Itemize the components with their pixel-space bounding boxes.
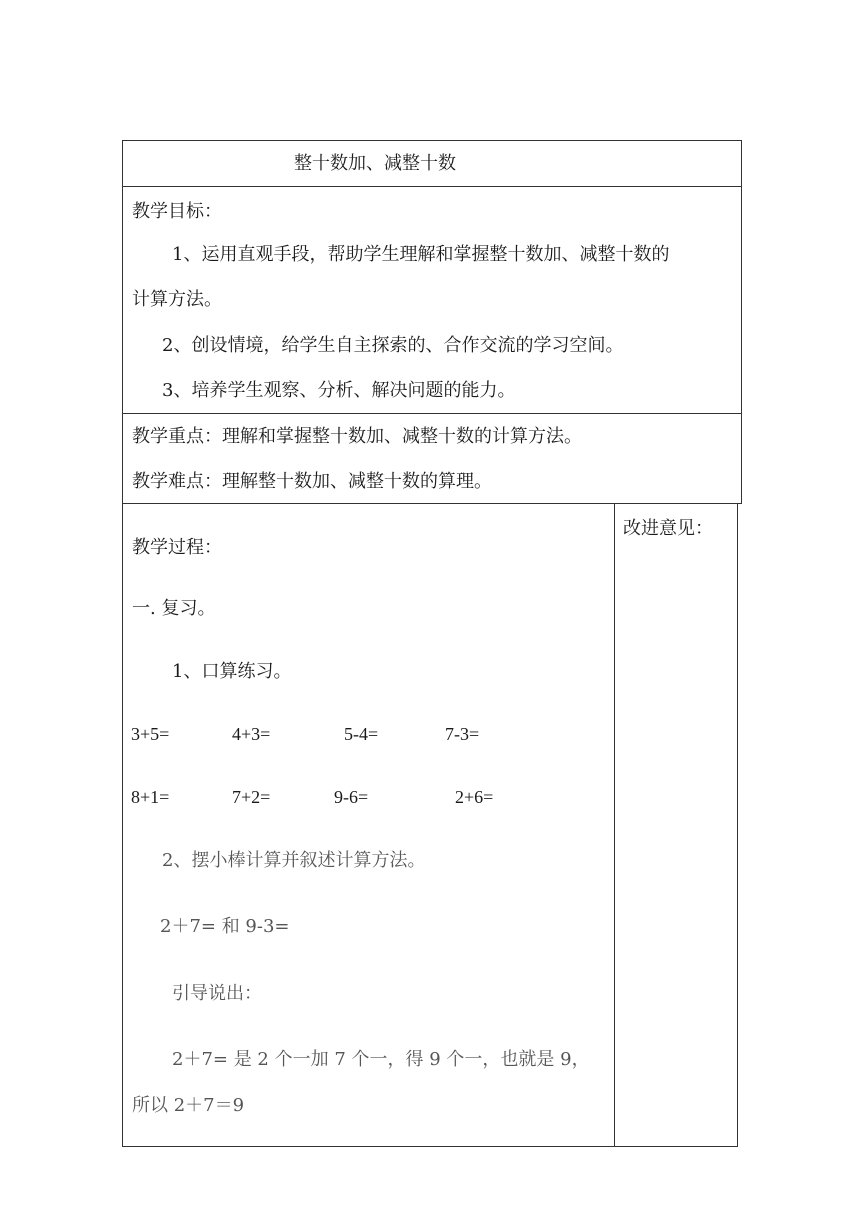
- goal-3: 3、培养学生观察、分析、解决问题的能力。: [162, 380, 516, 401]
- goal-2: 2、创设情境，给学生自主探索的、合作交流的学习空间。: [162, 335, 624, 356]
- explanation-line-1: 2＋7= 是 2 个一加 7 个一，得 9 个一，也就是 9，: [172, 1049, 590, 1070]
- subsection-oral-calc: 1、口算练习。: [172, 661, 292, 682]
- guide-label: 引导说出：: [172, 983, 262, 1004]
- goal-1-line-2: 计算方法。: [132, 289, 222, 310]
- problem: 9-6=: [334, 787, 369, 807]
- notes-heading: 改进意见：: [623, 518, 713, 539]
- problem: 8+1=: [131, 787, 170, 807]
- page-title: 整十数加、减整十数: [294, 153, 456, 174]
- problem: 7+2=: [232, 787, 271, 807]
- problem: 4+3=: [232, 724, 271, 744]
- subsection-sticks: 2、摆小棒计算并叙述计算方法。: [162, 850, 426, 871]
- problem: 5-4=: [344, 724, 379, 744]
- process-heading: 教学过程：: [132, 537, 222, 558]
- section-review: 一. 复习。: [132, 598, 216, 619]
- goal-1-line-1: 1、运用直观手段，帮助学生理解和掌握整十数加、减整十数的: [172, 244, 670, 265]
- teaching-focus: 教学重点：理解和掌握整十数加、减整十数的计算方法。: [132, 426, 582, 447]
- explanation-line-2: 所以 2＋7＝9: [132, 1095, 245, 1116]
- goals-heading: 教学目标：: [132, 201, 222, 222]
- teaching-difficulty: 教学难点：理解整十数加、减整十数的算理。: [132, 471, 492, 492]
- notes-cell: [614, 503, 738, 1147]
- example-expressions: 2＋7= 和 9-3=: [160, 916, 290, 937]
- problem: 7-3=: [445, 724, 480, 744]
- problem: 2+6=: [455, 787, 494, 807]
- problem: 3+5=: [131, 724, 170, 744]
